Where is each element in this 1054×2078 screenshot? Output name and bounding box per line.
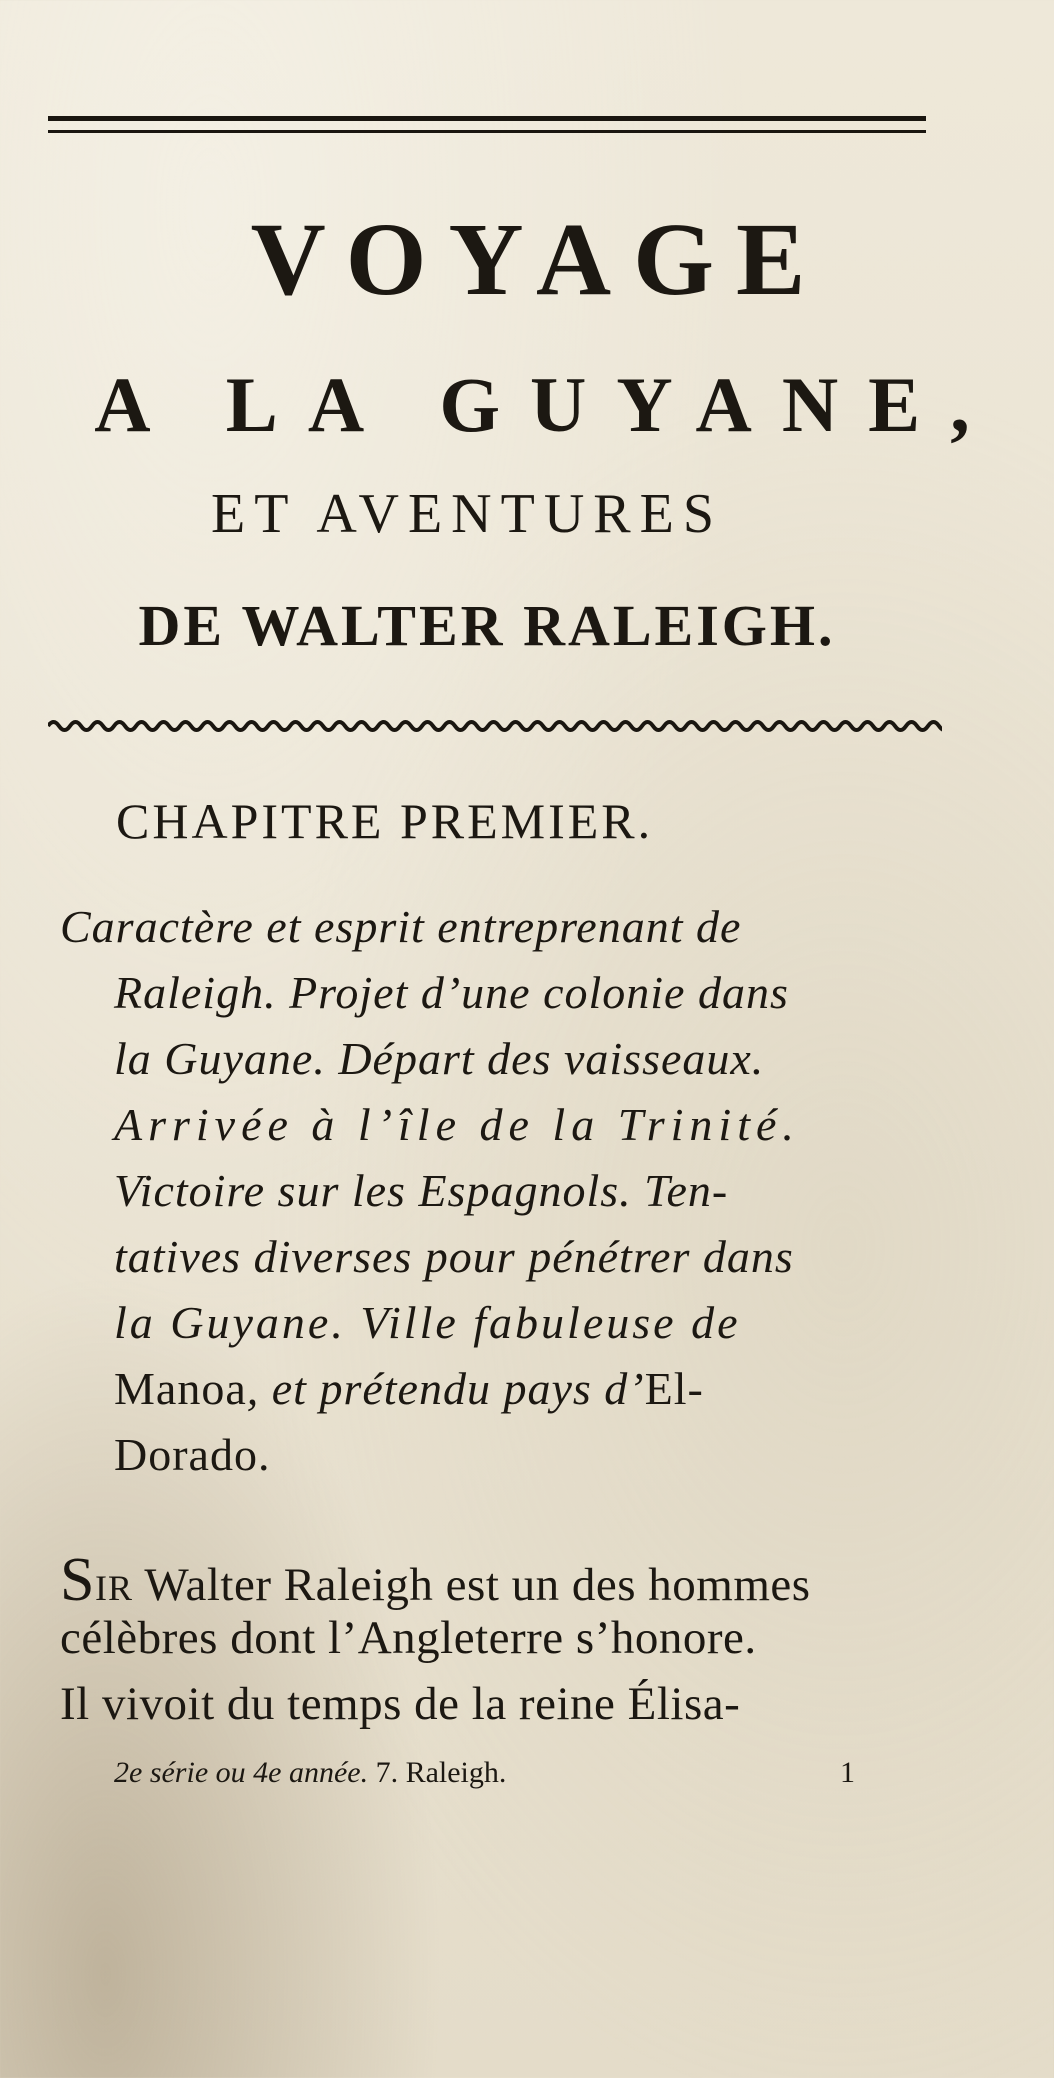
summary-line: Arrivée à l’île de la Trinité. — [114, 1099, 800, 1150]
initial-letter: S — [60, 1546, 95, 1614]
summary-manoa: Manoa — [114, 1363, 247, 1414]
summary-line: Victoire sur les Espagnols. Ten- — [114, 1165, 729, 1216]
summary-line: Dorado. — [114, 1429, 271, 1480]
summary-line — [114, 1362, 704, 1415]
chapter-heading: CHAPITRE PREMIER. — [116, 793, 654, 849]
signature-footer — [114, 1756, 855, 1790]
summary-line: la Guyane. Ville fabuleuse de — [114, 1297, 741, 1348]
page-number: 1 — [840, 1756, 855, 1789]
title-line-1: VOYAGE — [250, 202, 828, 317]
summary-line: Raleigh. Projet d’une colonie dans — [114, 967, 789, 1018]
title-line-4: DE WALTER RALEIGH. — [138, 593, 836, 658]
summary-line: tatives diverses pour pénétrer dans — [114, 1231, 794, 1282]
signature-title: 7. Raleigh. — [368, 1756, 507, 1789]
body-line — [60, 1545, 811, 1616]
wavy-ornamental-rule — [48, 714, 942, 738]
title-line-3: ET AVENTURES — [211, 483, 723, 545]
summary-line8-italic: , et prétendu pays d’ — [246, 1363, 645, 1414]
summary-line: la Guyane. Départ des vaisseaux. — [114, 1033, 765, 1084]
title-line-2: A LA GUYANE, — [94, 361, 1000, 448]
body-line: Il vivoit du temps de la reine Élisa- — [60, 1678, 741, 1730]
signature-series: 2e série ou 4e année. — [114, 1756, 369, 1789]
double-rule-top — [48, 116, 926, 138]
small-caps: IR — [94, 1568, 133, 1608]
summary-el: El- — [644, 1363, 704, 1414]
summary-line: Caractère et esprit entreprenant de — [60, 901, 742, 952]
body-line: célèbres dont l’Angleterre s’honore. — [60, 1612, 757, 1664]
body-line1-rest: Walter Raleigh est un des hommes — [144, 1559, 811, 1611]
